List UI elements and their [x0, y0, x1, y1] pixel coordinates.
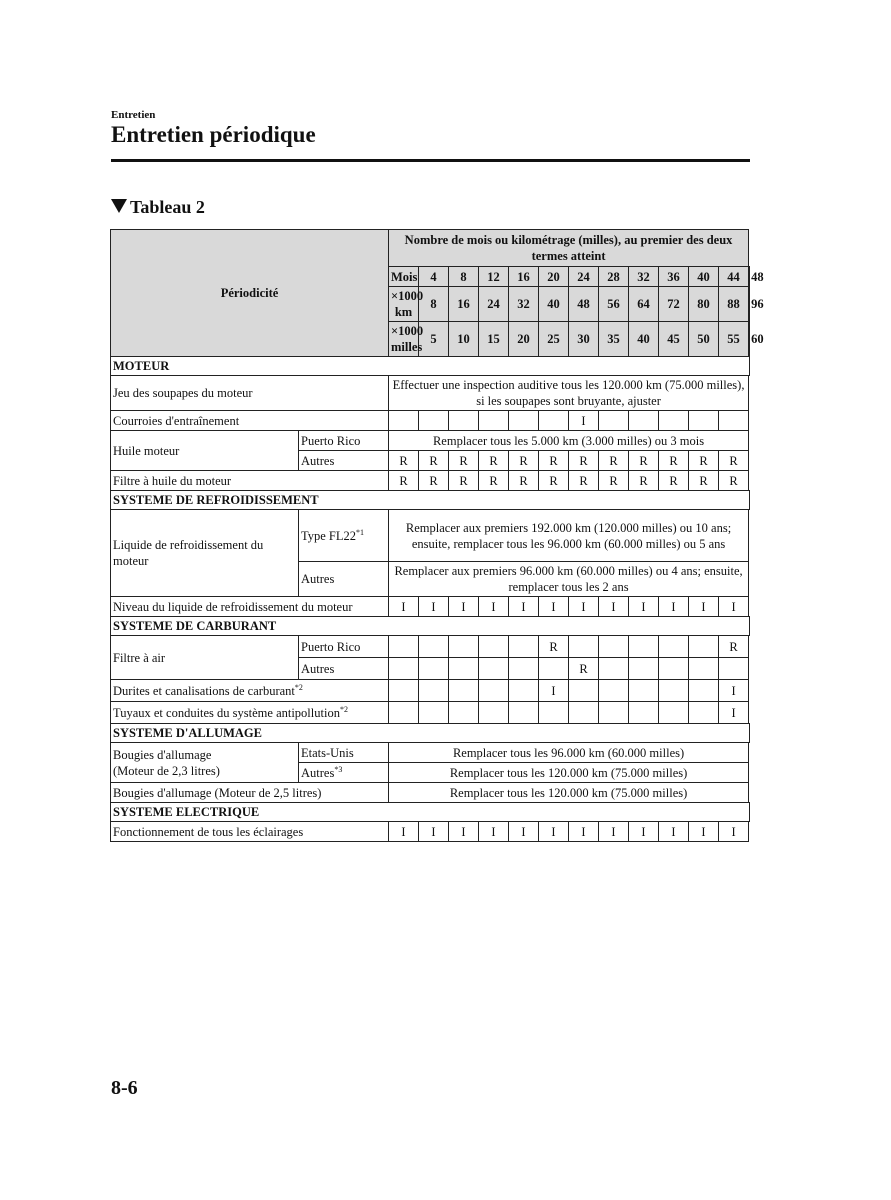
interval-cell: R [719, 471, 749, 491]
interval-value: 48 [751, 269, 764, 284]
interval-value: 25 [539, 322, 569, 357]
item-label: Durites et canalisations de carburant$^{*2}$ [111, 680, 389, 702]
variant-label: Type FL22$^{*1}$ [299, 510, 389, 562]
interval-value: 55 [719, 322, 749, 357]
interval-cell: R [479, 451, 509, 471]
interval-value: 8 [419, 287, 449, 322]
category-refroidissement: SYSTEME DE REFROIDISSEMENT [111, 491, 750, 510]
interval-cell [599, 411, 629, 431]
interval-cell [509, 680, 539, 702]
row-eclairages [111, 822, 750, 842]
interval-value: 28 [599, 267, 629, 287]
interval-cell [629, 702, 659, 724]
interval-cell: R [599, 471, 629, 491]
interval-value: 12 [479, 267, 509, 287]
interval-cell: I [569, 597, 599, 617]
interval-value: 64 [629, 287, 659, 322]
instruction-text: Remplacer aux premiers 192.000 km (120.000 milles) ou 10 ans; ensuite, remplacer tous les 96.000 km (60.000 milles) ou 5 ans [389, 510, 749, 562]
interval-cell: I [509, 822, 539, 842]
row-bougies-25 [111, 783, 750, 803]
interval-value: 32 [629, 267, 659, 287]
interval-cell [629, 636, 659, 658]
category-row-carburant [111, 617, 750, 636]
interval-cell [569, 680, 599, 702]
intervals-caption: Nombre de mois ou kilométrage (milles), au premier des deux termes atteint [389, 230, 749, 267]
interval-cell [509, 658, 539, 680]
interval-value: 48 [569, 287, 599, 322]
interval-cell [419, 680, 449, 702]
category-carburant: SYSTEME DE CARBURANT [111, 617, 750, 636]
interval-cell [539, 411, 569, 431]
page-title: Entretien périodique [111, 122, 316, 147]
interval-cell: R [539, 471, 569, 491]
interval-value: 96 [751, 297, 764, 311]
interval-cell [389, 411, 419, 431]
interval-cell [659, 680, 689, 702]
interval-value: 36 [659, 267, 689, 287]
item-label: Liquide de refroidissement du moteur [111, 510, 299, 597]
interval-cell [599, 702, 629, 724]
row-tuyaux [111, 702, 750, 724]
interval-value: 88 [719, 287, 749, 322]
item-label: Filtre à huile du moteur [111, 471, 389, 491]
category-row-electrique [111, 803, 750, 822]
variant-label: Etats-Unis [299, 743, 389, 763]
interval-value: 32 [509, 287, 539, 322]
section-label: Entretien [111, 109, 156, 121]
interval-cell [689, 411, 719, 431]
interval-cell: R [509, 451, 539, 471]
footnote-marker: *2 [339, 704, 348, 714]
interval-cell: R [419, 451, 449, 471]
header-row-caption [111, 230, 750, 267]
row-filtre-huile [111, 471, 750, 491]
interval-cell: R [479, 471, 509, 491]
variant-label: Puerto Rico [299, 636, 389, 658]
interval-cell [419, 702, 449, 724]
interval-value: 60 [751, 332, 764, 346]
interval-value: 8 [449, 267, 479, 287]
interval-cell [659, 636, 689, 658]
table-title: Tableau 2 [130, 197, 205, 217]
interval-cell [539, 702, 569, 724]
instruction-text: Effectuer une inspection auditive tous les 120.000 km (75.000 milles), si les soupapes sont bruyante, ajuster [389, 376, 749, 411]
item-label: Courroies d'entraînement [111, 411, 389, 431]
interval-value: 16 [449, 287, 479, 322]
interval-cell [719, 411, 749, 431]
interval-cell [449, 702, 479, 724]
interval-cell [539, 658, 569, 680]
category-row-refroidissement [111, 491, 750, 510]
maintenance-schedule-table [110, 229, 764, 842]
item-label: Filtre à air [111, 636, 299, 680]
row-huile-puerto-rico [111, 431, 750, 451]
category-row-allumage [111, 724, 750, 743]
interval-cell [599, 658, 629, 680]
interval-value: 24 [479, 287, 509, 322]
interval-cell [449, 411, 479, 431]
interval-cell: R [689, 451, 719, 471]
interval-value: 16 [509, 267, 539, 287]
interval-cell: R [599, 451, 629, 471]
row-liquide-type-fl22 [111, 510, 750, 562]
interval-cell [389, 658, 419, 680]
row-durites [111, 680, 750, 702]
item-label: Huile moteur [111, 431, 299, 471]
interval-cell: R [389, 451, 419, 471]
instruction-text: Remplacer tous les 120.000 km (75.000 milles) [389, 763, 749, 783]
interval-value: 30 [569, 322, 599, 357]
interval-cell [479, 411, 509, 431]
interval-cell [509, 411, 539, 431]
interval-cell: I [689, 822, 719, 842]
interval-cell: I [629, 597, 659, 617]
interval-value: 56 [599, 287, 629, 322]
interval-cell: R [689, 471, 719, 491]
interval-cell [419, 411, 449, 431]
item-label: Tuyaux et conduites du système antipollution$^{*2}$ [111, 702, 389, 724]
interval-cell: I [509, 597, 539, 617]
category-allumage: SYSTEME D'ALLUMAGE [111, 724, 750, 743]
footnote-marker: *2 [294, 682, 303, 692]
interval-value: 4 [419, 267, 449, 287]
interval-cell: R [389, 471, 419, 491]
row-courroies [111, 411, 750, 431]
interval-cell [689, 680, 719, 702]
interval-cell [419, 636, 449, 658]
interval-cell [719, 658, 749, 680]
interval-unit-label: ×1000 km [389, 287, 419, 322]
interval-cell: I [659, 822, 689, 842]
interval-cell [629, 411, 659, 431]
interval-cell [659, 702, 689, 724]
interval-cell: R [569, 658, 599, 680]
row-bougies-23-etats-unis [111, 743, 750, 763]
interval-cell: I [599, 597, 629, 617]
interval-cell [689, 636, 719, 658]
interval-cell [389, 702, 419, 724]
interval-cell: R [509, 471, 539, 491]
item-label: Niveau du liquide de refroidissement du moteur [111, 597, 389, 617]
interval-cell: I [659, 597, 689, 617]
interval-cell: R [539, 451, 569, 471]
interval-cell: I [479, 597, 509, 617]
category-moteur: MOTEUR [111, 357, 750, 376]
item-label: Bougies d'allumage (Moteur de 2,3 litres) [111, 743, 299, 783]
interval-cell: I [569, 411, 599, 431]
interval-cell: R [659, 471, 689, 491]
item-label: Jeu des soupapes du moteur [111, 376, 389, 411]
interval-cell: I [389, 822, 419, 842]
periodicite-header: Périodicité [111, 230, 389, 357]
triangle-down-icon [111, 199, 127, 213]
category-electrique: SYSTEME ELECTRIQUE [111, 803, 750, 822]
interval-value: 50 [689, 322, 719, 357]
instruction-text: Remplacer tous les 96.000 km (60.000 milles) [389, 743, 749, 763]
interval-cell: I [539, 597, 569, 617]
row-niveau-liquide [111, 597, 750, 617]
interval-value: 72 [659, 287, 689, 322]
interval-value: 24 [569, 267, 599, 287]
variant-label: Autres [299, 451, 389, 471]
interval-value: 80 [689, 287, 719, 322]
interval-cell [629, 680, 659, 702]
interval-value: 10 [449, 322, 479, 357]
interval-cell: R [719, 451, 749, 471]
interval-value: 44 [719, 267, 749, 287]
interval-cell: I [719, 702, 749, 724]
interval-unit-label: ×1000 milles [389, 322, 419, 357]
interval-cell: R [719, 636, 749, 658]
interval-cell: I [419, 597, 449, 617]
category-row-moteur [111, 357, 750, 376]
row-jeu-soupapes [111, 376, 750, 411]
interval-cell [509, 702, 539, 724]
item-label: Bougies d'allumage (Moteur de 2,5 litres) [111, 783, 389, 803]
interval-cell [659, 658, 689, 680]
interval-cell: R [419, 471, 449, 491]
variant-label: Autres [299, 658, 389, 680]
interval-cell: I [719, 822, 749, 842]
interval-value: 5 [419, 322, 449, 357]
interval-cell [659, 411, 689, 431]
interval-value: 15 [479, 322, 509, 357]
interval-cell: I [419, 822, 449, 842]
interval-cell: I [539, 680, 569, 702]
interval-cell: R [629, 471, 659, 491]
interval-cell [569, 702, 599, 724]
interval-cell: I [449, 597, 479, 617]
interval-cell [509, 636, 539, 658]
variant-label: Autres [299, 562, 389, 597]
interval-value: 20 [539, 267, 569, 287]
interval-cell: R [569, 471, 599, 491]
interval-cell: I [449, 822, 479, 842]
interval-value: 40 [539, 287, 569, 322]
interval-cell: R [449, 471, 479, 491]
interval-cell: R [449, 451, 479, 471]
title-divider [111, 159, 750, 162]
table-heading [111, 197, 205, 218]
interval-value: 40 [689, 267, 719, 287]
interval-cell: R [629, 451, 659, 471]
interval-cell: I [719, 680, 749, 702]
row-filtre-air-puerto-rico [111, 636, 750, 658]
variant-label: Autres$^{*3}$ [299, 763, 389, 783]
instruction-text: Remplacer tous les 5.000 km (3.000 milles) ou 3 mois [389, 431, 749, 451]
interval-value: 35 [599, 322, 629, 357]
interval-cell: I [569, 822, 599, 842]
interval-cell: I [719, 597, 749, 617]
interval-cell [479, 636, 509, 658]
interval-cell [419, 658, 449, 680]
interval-cell [689, 658, 719, 680]
footnote-marker: *3 [334, 764, 343, 774]
interval-cell [599, 680, 629, 702]
interval-cell: I [479, 822, 509, 842]
interval-unit-label: Mois [389, 267, 419, 287]
instruction-text: Remplacer tous les 120.000 km (75.000 milles) [389, 783, 749, 803]
footnote-marker: *1 [356, 527, 365, 537]
item-label: Fonctionnement de tous les éclairages [111, 822, 389, 842]
interval-cell [389, 680, 419, 702]
interval-value: 40 [629, 322, 659, 357]
interval-cell [599, 636, 629, 658]
interval-cell [629, 658, 659, 680]
interval-cell [569, 636, 599, 658]
interval-cell [479, 680, 509, 702]
page-number: 8-6 [111, 1077, 138, 1099]
variant-label: Puerto Rico [299, 431, 389, 451]
interval-cell: R [539, 636, 569, 658]
interval-cell: I [689, 597, 719, 617]
interval-cell: I [539, 822, 569, 842]
interval-cell [449, 636, 479, 658]
interval-cell [479, 658, 509, 680]
interval-cell: I [599, 822, 629, 842]
interval-cell [449, 658, 479, 680]
interval-value: 45 [659, 322, 689, 357]
interval-cell [449, 680, 479, 702]
interval-cell: R [569, 451, 599, 471]
interval-cell: R [659, 451, 689, 471]
interval-cell [689, 702, 719, 724]
interval-cell: I [629, 822, 659, 842]
interval-value: 20 [509, 322, 539, 357]
interval-cell [389, 636, 419, 658]
interval-cell: I [389, 597, 419, 617]
instruction-text: Remplacer aux premiers 96.000 km (60.000 milles) ou 4 ans; ensuite, remplacer tous les 2 ans [389, 562, 749, 597]
interval-cell [479, 702, 509, 724]
